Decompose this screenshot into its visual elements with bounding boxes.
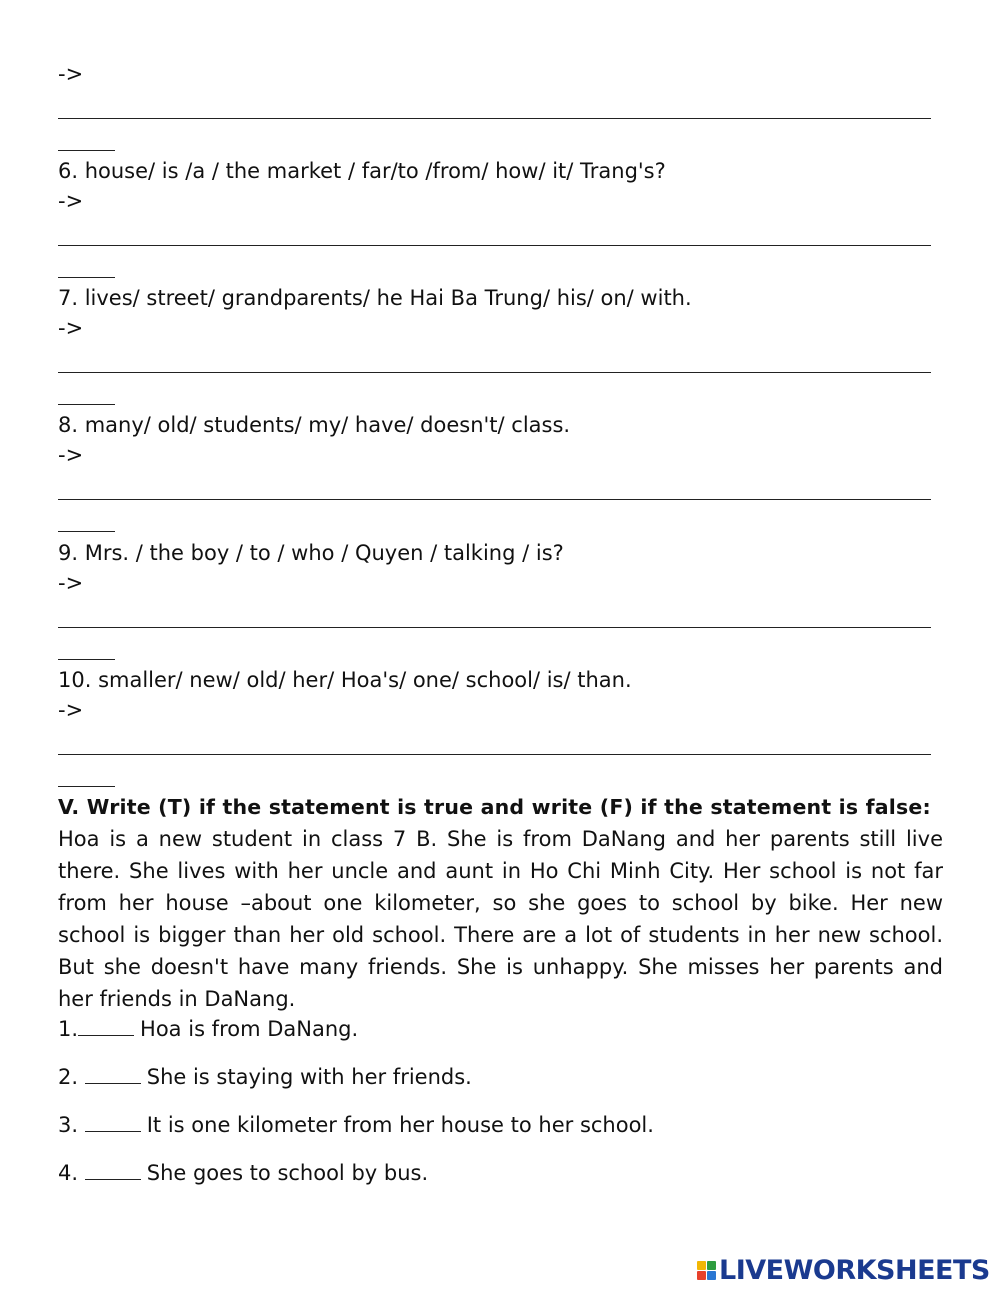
answer-line[interactable] — [58, 245, 931, 246]
answer-line-cont[interactable] — [58, 404, 115, 405]
logo-square — [697, 1261, 706, 1270]
statement-number: 3. — [58, 1113, 79, 1137]
tf-answer-blank[interactable] — [85, 1161, 141, 1180]
answer-line[interactable] — [58, 372, 931, 373]
answer-arrow: -> — [58, 62, 84, 86]
answer-line[interactable] — [58, 754, 931, 755]
statement-text: She is staying with her friends. — [146, 1065, 472, 1089]
liveworksheets-logo — [697, 1256, 990, 1284]
statement-number: 4. — [58, 1161, 79, 1185]
answer-line-cont[interactable] — [58, 150, 115, 151]
statement-1 — [58, 1015, 358, 1043]
statement-3 — [58, 1111, 654, 1139]
statement-number: 1. — [58, 1017, 79, 1041]
question-8: 8. many/ old/ students/ my/ have/ doesn't/ class. — [58, 413, 571, 437]
answer-line-cont[interactable] — [58, 531, 115, 532]
logo-icon — [697, 1261, 716, 1280]
answer-line[interactable] — [58, 627, 931, 628]
answer-line[interactable] — [58, 499, 931, 500]
answer-line-cont[interactable] — [58, 277, 115, 278]
question-6: 6. house/ is /a / the market / far/to /from/ how/ it/ Trang's? — [58, 159, 666, 183]
answer-arrow: -> — [58, 443, 84, 467]
statement-text: She goes to school by bus. — [146, 1161, 429, 1185]
logo-square — [707, 1261, 716, 1270]
answer-arrow: -> — [58, 316, 84, 340]
tf-answer-blank[interactable] — [78, 1017, 134, 1036]
tf-answer-blank[interactable] — [85, 1065, 141, 1084]
answer-arrow: -> — [58, 189, 84, 213]
section-5-heading: V. Write (T) if the statement is true and write (F) if the statement is false: — [58, 795, 931, 819]
statement-text: It is one kilometer from her house to her school. — [146, 1113, 654, 1137]
tf-answer-blank[interactable] — [85, 1113, 141, 1132]
question-10: 10. smaller/ new/ old/ her/ Hoa's/ one/ school/ is/ than. — [58, 668, 632, 692]
answer-line-cont[interactable] — [58, 659, 115, 660]
statement-2 — [58, 1063, 472, 1091]
answer-arrow: -> — [58, 571, 84, 595]
logo-text: LIVEWORKSHEETS — [719, 1254, 990, 1286]
logo-square — [707, 1271, 716, 1280]
reading-passage: Hoa is a new student in class 7 B. She is from DaNang and her parents still live there. She lives with her uncle and aunt in Ho Chi Minh City. Her school is not far from her house –about one kilometer, so she goes to school by bike. Her new school is bigger than her old school. There are a lot of students in her new school. But she doesn't have many friends. She is unhappy. She misses her parents and her friends in DaNang. — [58, 827, 943, 1011]
question-7: 7. lives/ street/ grandparents/ he Hai Ba Trung/ his/ on/ with. — [58, 286, 692, 310]
statement-number: 2. — [58, 1065, 79, 1089]
answer-arrow: -> — [58, 698, 84, 722]
statement-4 — [58, 1159, 428, 1187]
logo-square — [697, 1271, 706, 1280]
statement-text: Hoa is from DaNang. — [140, 1017, 359, 1041]
answer-line[interactable] — [58, 118, 931, 119]
question-9: 9. Mrs. / the boy / to / who / Quyen / talking / is? — [58, 541, 564, 565]
answer-line-cont[interactable] — [58, 786, 115, 787]
